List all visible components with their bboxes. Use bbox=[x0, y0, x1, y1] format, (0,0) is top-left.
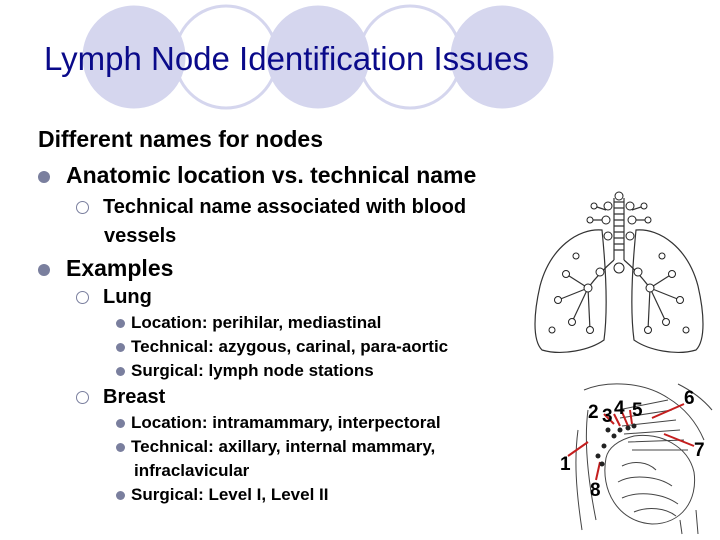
breast-axilla-lymph-node-diagram-icon bbox=[548, 370, 716, 536]
breast-item-surgical bbox=[116, 485, 328, 505]
bullet-disc-icon bbox=[38, 264, 50, 276]
bullet-ring-icon bbox=[76, 201, 89, 214]
bullet-disc-icon bbox=[38, 171, 50, 183]
sub-bullet-text: Lung bbox=[103, 286, 152, 308]
sub-bullet-text-line2: vessels bbox=[104, 225, 177, 247]
sub-bullet-lung bbox=[76, 286, 152, 309]
sub-bullet-text: Breast bbox=[103, 386, 166, 408]
lung-item-technical bbox=[116, 337, 448, 357]
item-text: Technical: axillary, internal mammary, bbox=[131, 437, 436, 456]
bullet-disc-icon bbox=[116, 419, 125, 428]
bullet-ring-icon bbox=[76, 391, 89, 404]
node-label-4: 4 bbox=[614, 398, 625, 419]
node-label-1: 1 bbox=[560, 454, 571, 475]
breast-item-location bbox=[116, 413, 441, 433]
node-label-5: 5 bbox=[632, 400, 643, 421]
bullet-disc-icon bbox=[116, 343, 125, 352]
sub-bullet-breast bbox=[76, 386, 165, 409]
node-label-7: 7 bbox=[694, 440, 705, 461]
bullet-anatomic-vs-technical bbox=[38, 162, 476, 189]
node-label-6: 6 bbox=[684, 388, 695, 409]
bullet-text: Anatomic location vs. technical name bbox=[66, 162, 477, 188]
bullet-disc-icon bbox=[116, 319, 125, 328]
bullet-examples bbox=[38, 255, 173, 282]
item-text: Surgical: lymph node stations bbox=[131, 361, 374, 380]
lung-item-surgical bbox=[116, 361, 374, 381]
sub-bullet-text-line1: Technical name associated with blood bbox=[103, 196, 467, 218]
bullet-disc-icon bbox=[116, 367, 125, 376]
lung-lymph-node-diagram-icon bbox=[528, 190, 710, 362]
bullet-text: Examples bbox=[66, 255, 174, 281]
item-text: Location: intramammary, interpectoral bbox=[131, 413, 441, 432]
node-label-3: 3 bbox=[602, 406, 613, 427]
slide-title: Lymph Node Identification Issues bbox=[44, 40, 529, 77]
item-text: Location: perihilar, mediastinal bbox=[131, 313, 382, 332]
item-text: Technical: azygous, carinal, para-aortic bbox=[131, 337, 449, 356]
bullet-disc-icon bbox=[116, 443, 125, 452]
bullet-ring-icon bbox=[76, 291, 89, 304]
bullet-disc-icon bbox=[116, 491, 125, 500]
breast-item-technical-cont: infraclavicular bbox=[134, 461, 250, 480]
item-text: Surgical: Level I, Level II bbox=[131, 485, 329, 504]
lung-item-location bbox=[116, 313, 381, 333]
node-label-8: 8 bbox=[590, 480, 601, 501]
intro-text: Different names for nodes bbox=[38, 126, 323, 152]
breast-item-technical bbox=[116, 437, 435, 457]
sub-bullet-blood-vessels bbox=[76, 196, 466, 219]
node-label-2: 2 bbox=[588, 402, 599, 423]
